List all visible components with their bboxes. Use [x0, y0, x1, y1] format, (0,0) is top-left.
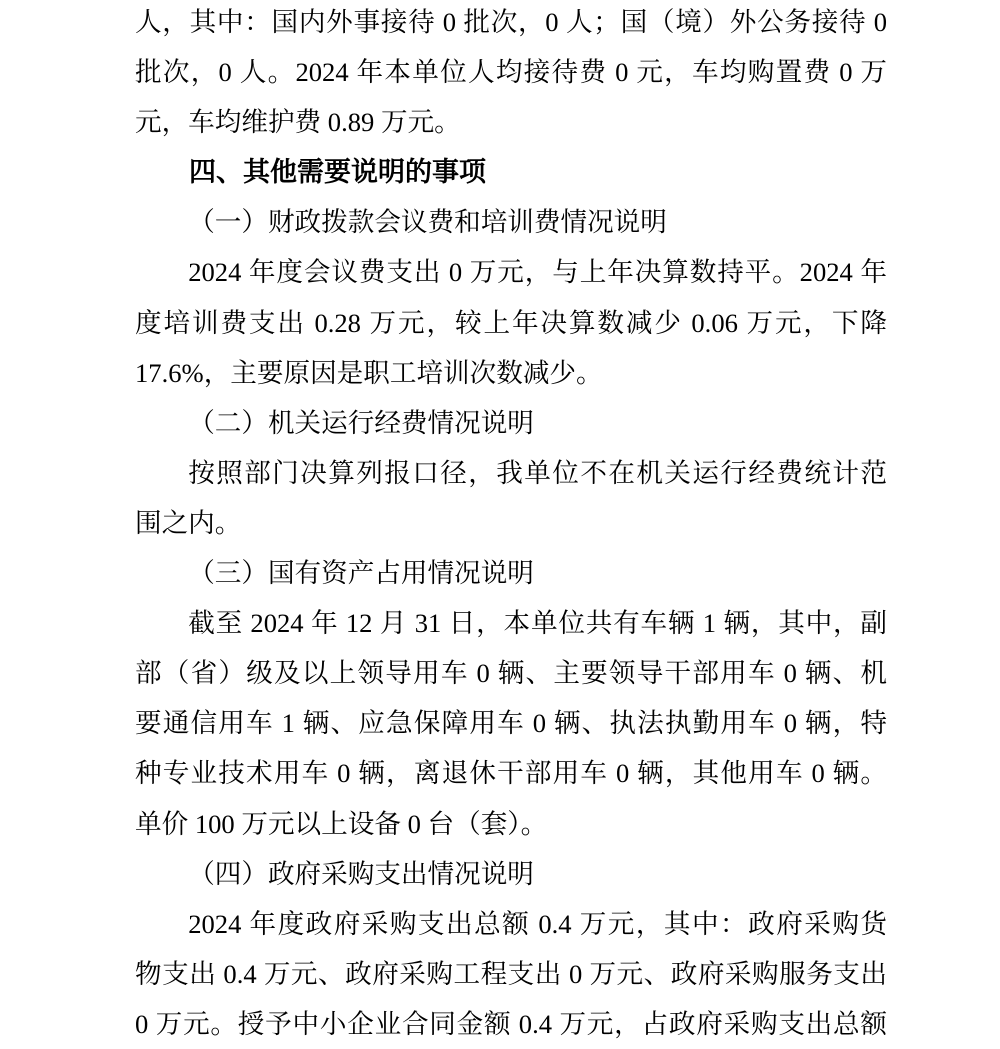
- body-text-line: 2024 年度政府采购支出总额 0.4 万元，其中：政府采购货: [188, 908, 887, 939]
- subsection-heading: （一）财政拨款会议费和培训费情况说明: [188, 207, 667, 238]
- subsection-heading: （二）机关运行经费情况说明: [188, 407, 534, 438]
- section-heading: 四、其他需要说明的事项: [189, 157, 486, 188]
- subsection-heading: （四）政府采购支出情况说明: [188, 858, 534, 889]
- body-text-line: 人，其中：国内外事接待 0 批次，0 人；国（境）外公务接待 0: [135, 7, 887, 37]
- body-text-line: 种专业技术用车 0 辆，离退休干部用车 0 辆，其他用车 0 辆。: [135, 758, 887, 789]
- body-text-line: 批次，0 人。2024 年本单位人均接待费 0 元，车均购置费 0 万: [135, 57, 887, 88]
- body-text-line: 17.6%，主要原因是职工培训次数减少。: [135, 357, 603, 388]
- body-text-line: 元，车均维护费 0.89 万元。: [135, 107, 461, 138]
- body-text-line: 单价 100 万元以上设备 0 台（套）。: [135, 808, 548, 839]
- body-text-line: 要通信用车 1 辆、应急保障用车 0 辆、执法执勤用车 0 辆，特: [135, 708, 887, 739]
- document-text-column: [135, 0, 887, 1049]
- body-text-line: 2024 年度会议费支出 0 万元，与上年决算数持平。2024 年: [188, 257, 887, 288]
- body-text-line: 按照部门决算列报口径，我单位不在机关运行经费统计范: [188, 457, 887, 488]
- subsection-heading: （三）国有资产占用情况说明: [188, 558, 534, 589]
- body-text-line: 0 万元。授予中小企业合同金额 0.4 万元，占政府采购支出总额: [135, 1008, 887, 1039]
- body-text-line: 围之内。: [135, 507, 242, 538]
- body-text-line: 部（省）级及以上领导用车 0 辆、主要领导干部用车 0 辆、机: [135, 658, 887, 689]
- body-text-line: 截至 2024 年 12 月 31 日，本单位共有车辆 1 辆，其中，副: [188, 608, 887, 639]
- body-text-line: 度培训费支出 0.28 万元，较上年决算数减少 0.06 万元，下降: [135, 307, 887, 338]
- body-text-line: 物支出 0.4 万元、政府采购工程支出 0 万元、政府采购服务支出: [135, 958, 887, 989]
